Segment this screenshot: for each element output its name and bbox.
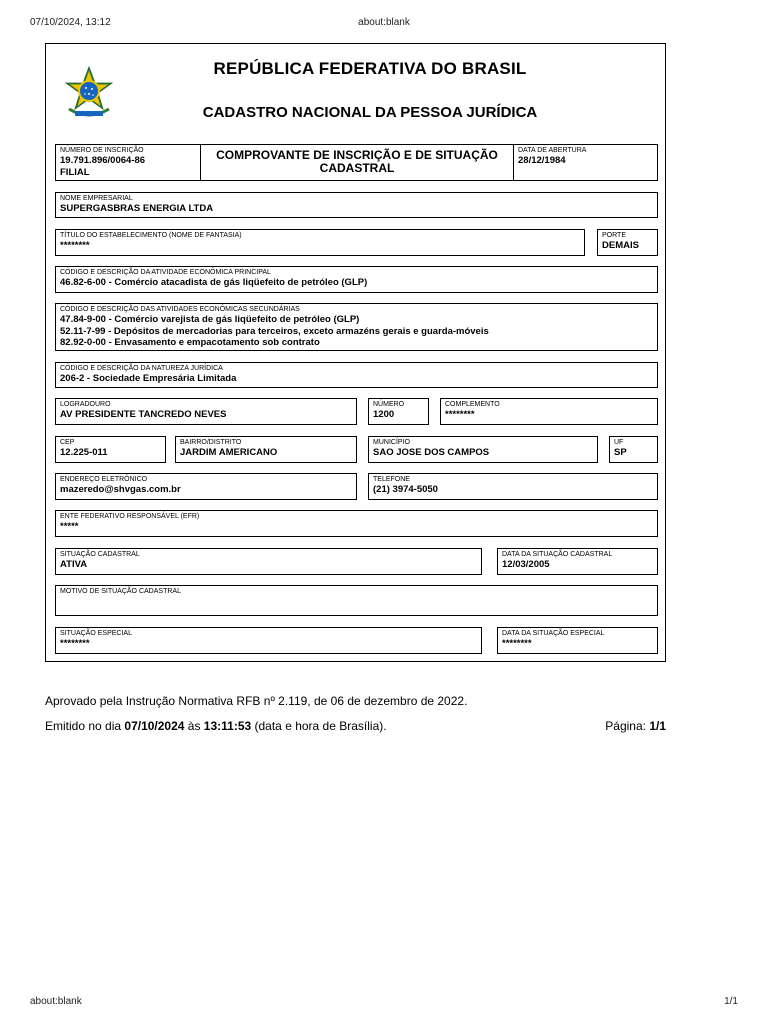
field-value: mazeredo@shvgas.com.br [60, 484, 181, 495]
field-value-tipo: FILIAL [60, 166, 90, 178]
field-data-situacao-especial [497, 627, 658, 654]
field-municipio [368, 436, 598, 463]
list-item: 47.84-9-00 - Comércio varejista de gás liqüefeito de petróleo (GLP) [60, 314, 360, 325]
field-label: DATA DE ABERTURA [518, 147, 587, 154]
field-value: SP [614, 447, 627, 458]
field-efr [55, 510, 658, 537]
field-natureza-juridica [55, 362, 658, 388]
field-value: 19.791.896/0064-86 [60, 155, 146, 166]
print-datetime: 07/10/2024, 13:12 [30, 17, 111, 28]
field-value: ******** [502, 638, 532, 649]
field-label: SITUAÇÃO ESPECIAL [60, 630, 132, 637]
field-value: AV PRESIDENTE TANCREDO NEVES [60, 409, 227, 420]
emission-time: 13:11:53 [203, 719, 252, 733]
field-label: MUNICÍPIO [373, 439, 410, 446]
list-item: 52.11-7-99 - Depósitos de mercadorias para terceiros, exceto armazéns gerais e guarda-móveis [60, 325, 489, 337]
field-atividades-secundarias [55, 303, 658, 351]
page-value: 1/1 [649, 719, 666, 733]
approval-note: Aprovado pela Instrução Normativa RFB nº 2.119, de 06 de dezembro de 2022. [45, 694, 468, 708]
field-data-situacao [497, 548, 658, 575]
field-label: NÚMERO DE INSCRIÇÃO [60, 147, 144, 154]
field-label: PORTE [602, 232, 626, 239]
field-cep [55, 436, 166, 463]
field-label: TELEFONE [373, 476, 410, 483]
field-value: 1200 [373, 409, 395, 420]
page-subtitle: CADASTRO NACIONAL DA PESSOA JURÍDICA [202, 104, 538, 121]
emission-mid: às [184, 719, 204, 733]
field-label: NÚMERO [373, 401, 405, 408]
field-value: 12/03/2005 [502, 559, 550, 570]
field-inscricao [55, 144, 201, 181]
field-value: 12.225-011 [60, 447, 108, 458]
field-label: NOME EMPRESARIAL [60, 195, 133, 202]
field-value: SAO JOSE DOS CAMPOS [373, 447, 490, 458]
print-footer-url: about:blank [30, 996, 82, 1007]
print-url: about:blank [358, 17, 410, 28]
print-footer-page: 1/1 [724, 996, 738, 1007]
field-label: COMPLEMENTO [445, 401, 500, 408]
field-label: CEP [60, 439, 75, 446]
field-fantasia [55, 229, 585, 256]
field-label: SITUAÇÃO CADASTRAL [60, 551, 140, 558]
field-label: ENTE FEDERATIVO RESPONSÁVEL (EFR) [60, 513, 200, 520]
field-value: DEMAIS [602, 240, 639, 251]
field-value: 206-2 - Sociedade Empresária Limitada [60, 373, 237, 384]
field-value: ******** [445, 409, 475, 420]
page-indicator [605, 719, 666, 733]
field-label: CÓDIGO E DESCRIÇÃO DAS ATIVIDADES ECONÔMICAS SECUNDÁRIAS [60, 306, 300, 313]
field-label: TÍTULO DO ESTABELECIMENTO (NOME DE FANTASIA) [60, 232, 242, 239]
field-porte [597, 229, 658, 256]
field-nome-empresarial [55, 192, 658, 218]
field-label: UF [614, 439, 624, 446]
field-value: ***** [60, 521, 79, 532]
field-value: SUPERGASBRAS ENERGIA LTDA [60, 203, 214, 214]
emission-note [45, 719, 387, 733]
field-email [55, 473, 357, 500]
field-atividade-principal [55, 266, 658, 293]
comprovante-title: COMPROVANTE DE INSCRIÇÃO E DE SITUAÇÃO CADASTRAL [200, 144, 514, 181]
field-value: JARDIM AMERICANO [180, 447, 278, 458]
page-label: Página: [605, 719, 650, 733]
emission-prefix: Emitido no dia [45, 719, 125, 733]
field-label: MOTIVO DE SITUAÇÃO CADASTRAL [60, 588, 181, 595]
field-value: 28/12/1984 [518, 155, 566, 166]
field-label: BAIRRO/DISTRITO [180, 439, 242, 446]
coat-of-arms-icon [61, 65, 117, 121]
field-label: CÓDIGO E DESCRIÇÃO DA ATIVIDADE ECONÔMICA PRINCIPAL [60, 269, 271, 276]
field-situacao-especial [55, 627, 482, 654]
page-title: REPÚBLICA FEDERATIVA DO BRASIL [213, 59, 527, 78]
field-label: DATA DA SITUAÇÃO CADASTRAL [502, 551, 613, 558]
emission-suffix: (data e hora de Brasília). [251, 719, 387, 733]
field-situacao-cadastral [55, 548, 482, 575]
field-value: 46.82-6-00 - Comércio atacadista de gás liqüefeito de petróleo (GLP) [60, 277, 368, 288]
field-motivo [55, 585, 658, 616]
field-label: CÓDIGO E DESCRIÇÃO DA NATUREZA JURÍDICA [60, 365, 223, 372]
field-label: ENDEREÇO ELETRÔNICO [60, 476, 148, 483]
field-label: LOGRADOURO [60, 401, 111, 408]
field-logradouro [55, 398, 357, 425]
field-value: (21) 3974-5050 [373, 484, 438, 495]
field-telefone [368, 473, 658, 500]
field-value: ******** [60, 240, 90, 251]
field-numero [368, 398, 429, 425]
field-value: ******** [60, 638, 90, 649]
list-item: 82.92-0-00 - Envasamento e empacotamento sob contrato [60, 337, 320, 348]
field-abertura [513, 144, 658, 181]
field-uf [609, 436, 658, 463]
field-value: ATIVA [60, 559, 88, 570]
field-complemento [440, 398, 658, 425]
field-label: DATA DA SITUAÇÃO ESPECIAL [502, 630, 605, 637]
field-bairro [175, 436, 357, 463]
emission-date: 07/10/2024 [124, 719, 185, 733]
